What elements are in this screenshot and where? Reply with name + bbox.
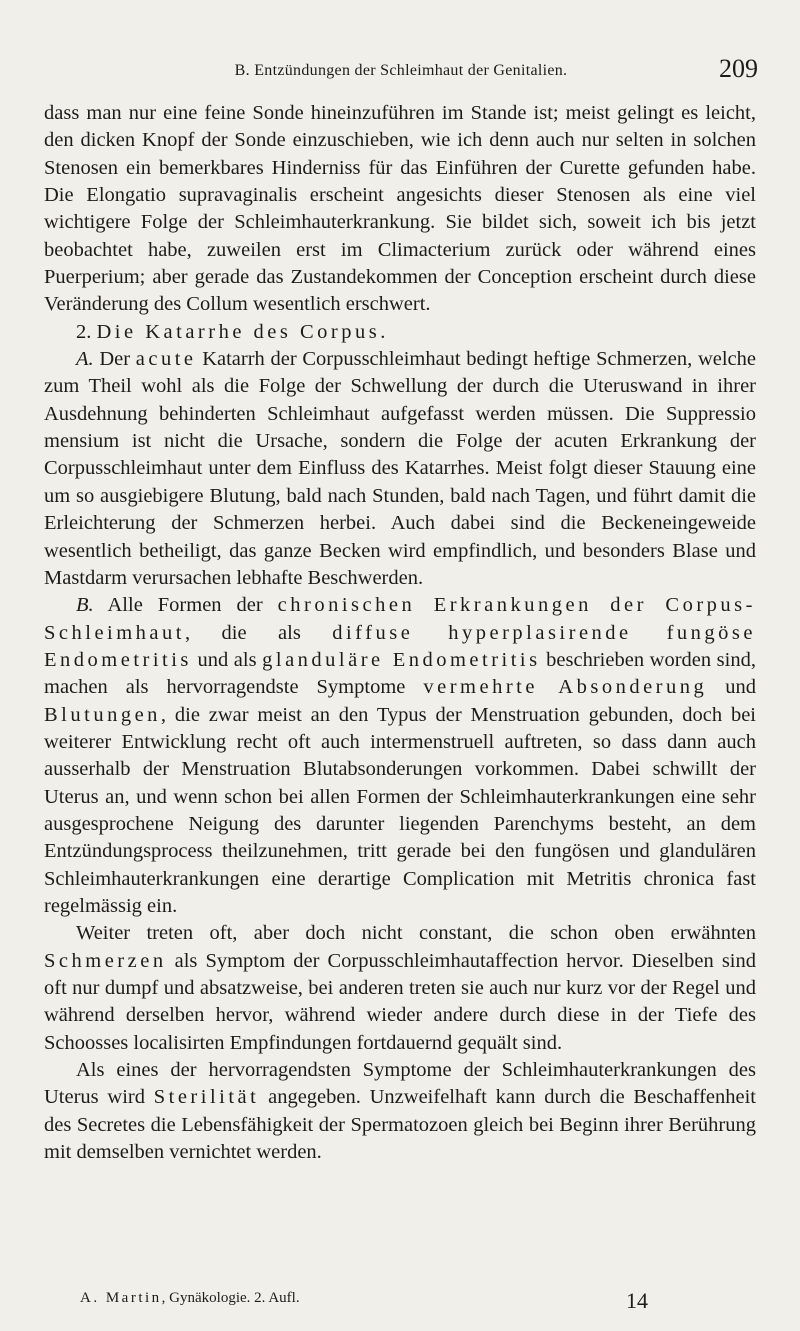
paragraph-stenosis [44,100,756,319]
paragraph-text: dass man nur eine feine Sonde hineinzuführen im Stande ist; meist gelingt es leicht, den dicken Knopf der Sonde einzuschieben, wie ich denn auch nur selten in solchen Stenosen ein bemerkbares Hinderniss für das Einführen der Curette gefunden habe. Die Elongatio supravaginalis erscheint angesichts dieser Stenosen als eine viel wichtigere Folge der Schleimhauterkrankung. Sie bildet sich, soweit ich bis jetzt beobachtet habe, zuweilen erst im Climacterium zurück oder während eines Puerperium; aber gerade das Zustandekommen der Conception erscheint durch diese Veränderung des Collum wesentlich erschwert. [44,102,756,316]
heading-period: . [380,320,386,343]
page-number: 209 [719,54,758,83]
emphasis-sterility: Sterilität [153,1086,260,1109]
text-run: Der [93,348,136,371]
emphasis-pain: Schmerzen [44,949,167,972]
footer-book: , Gynäkologie. 2. Aufl. [161,1290,300,1306]
emphasis-glandular: glanduläre Endometritis [262,648,541,671]
text-run: beschrieben worden sind, machen als hervorragendste Symptome [44,648,756,699]
text-run: als Symptom der Corpusschleimhautaffection hervor. Dieselben sind oft nur dumpf und absatzweise, bei anderen treten sie auch nur kurz vor der Regel und während derselben hervor, während wieder andere durch diese in der Tiefe des Schoosses localisirten Empfindungen fortdauernd gequält sind. [44,949,756,1054]
text-run: , die zwar meist an den Typus der Menstruation gebunden, doch bei weiterer Entwicklung recht oft auch intermenstruell auftreten, so dass dann auch ausserhalb der Menstruation Blutabsonderungen vorkommen. Dabei schwillt der Uterus an, und wenn schon bei allen Formen der Schleimhauterkrankungen eine sehr ausgesprochene Neigung des darunter liegenden Parenchyms besteht, an dem Entzündungsprocess theilzunehmen, tritt gerade bei den fungösen und glandulären Schleimhauterkrankungen eine derartige Complication mit Metritis chronica fast regelmässig ein. [44,703,756,917]
running-head [44,56,758,96]
text-run: und als [191,648,263,671]
emphasis-chronic: chronischen Erkrankungen der Corpus-Schleimhaut [44,594,756,644]
text-run: Katarrh der Corpusschleimhaut bedingt heftige Schmerzen, welche zum Theil wohl als die Folge der Schwellung der durch die Uteruswand in ihrer Ausdehnung behinderten Schleimhaut aufgefasst werden müssen. Die Suppressio mensium ist nicht die Ursache, sondern die Folge der acuten Erkrankung der Corpusschleimhaut unter dem Einfluss des Katarrhes. Meist folgt dieser Stauung eine um so ausgiebigere Blutung, bald nach Stunden, bald nach Tagen, und führt damit die Erleichterung der Schmerzen herbei. Auch dabei sind die Beckeneingeweide wesentlich betheiligt, das ganze Becken wird empfindlich, und besonders Blase und Mastdarm verursachen lebhafte Beschwerden. [44,348,756,589]
page-footer [80,1288,756,1318]
emphasis-discharge: vermehrte Absonderung [423,676,708,699]
paragraph-acute-katarrh [44,346,756,592]
running-title: B. Entzündungen der Schleimhaut der Genitalien. [234,62,568,79]
text-run: , die als [184,621,333,644]
heading-title: Die Katarrhe des Corpus [96,320,381,343]
subsection-label-b: B. [76,594,94,617]
paragraph-sterility [44,1057,756,1166]
text-run: angegeben. Unzweifelhaft kann durch die Beschaffenheit des Secretes die Lebensfähigkeit der Spermatozoen gleich bei Beginn ihrer Berührung mit demselben vernichtet werden. [44,1086,756,1164]
text-run: Als eines der hervorragendsten Symptome der Schleimhauterkrankungen des Uterus wird [44,1059,756,1109]
section-heading-corpus [44,319,756,346]
footer-author: A. Martin [80,1290,162,1306]
signature-mark: 14 [626,1288,648,1313]
text-run: und [707,676,757,699]
emphasis-bleeding: Blutungen [44,703,161,726]
heading-number: 2. [76,320,97,343]
text-run: Weiter treten oft, aber doch nicht constant, die schon oben erwähnten [76,922,756,945]
footer-credit [80,1290,300,1307]
text-run: Alle Formen der [93,594,278,617]
subsection-label-a: A. [76,348,94,371]
emphasis-acute: acute [135,348,197,371]
paragraph-chronic-forms [44,592,756,920]
emphasis-diffuse: diffuse hyperplasirende fungöse Endometritis [44,621,756,671]
body-text [44,100,756,1166]
paragraph-pain [44,920,756,1057]
